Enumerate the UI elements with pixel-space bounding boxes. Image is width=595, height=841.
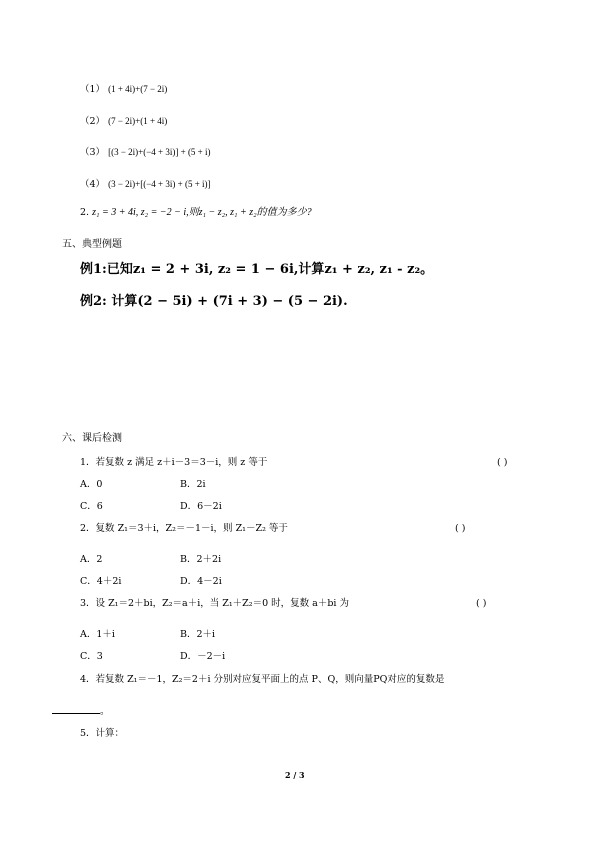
q2-stem: 2．复数 Z₁＝3＋i，Z₂＝－1－i，则 Z₁－Z₂ 等于 xyxy=(80,523,288,534)
section-6-title: 六、课后检测 xyxy=(62,433,122,444)
item-4-label: （4） xyxy=(80,179,106,190)
q2-answer-paren: ( ) xyxy=(455,523,466,534)
section-5-title: 五、典型例题 xyxy=(62,239,122,250)
q4-answer-line[interactable] xyxy=(52,704,110,718)
q4-blank[interactable] xyxy=(52,704,100,714)
q2-option-a: A．2 xyxy=(80,554,103,565)
item-3-expr: [(3 − 2i)+(−4 + 3i)] + (5 + i) xyxy=(108,147,211,157)
item-3-label: （3） xyxy=(80,147,106,158)
q3-answer-paren: ( ) xyxy=(476,598,487,609)
q1-option-b: B．2i xyxy=(180,479,206,490)
item-1-label: （1） xyxy=(80,84,106,95)
q2-option-b: B．2＋2i xyxy=(180,554,222,565)
q2-option-c: C．4＋2i xyxy=(80,576,122,587)
q5-stem: 5．计算： xyxy=(80,728,125,739)
question-2-num: 2. xyxy=(80,207,90,218)
q1-stem: 1．若复数 z 满足 z＋i－3＝3－i，则 z 等于 xyxy=(80,457,268,468)
q2-option-d: D．4－2i xyxy=(180,576,222,587)
page-number: 2 / 3 xyxy=(285,770,305,780)
q1-answer-paren: ( ) xyxy=(497,457,508,468)
example-1: 例1:已知z₁ = 2 + 3i, z₂ = 1 − 6i,计算z₁ + z₂, z₁ - z₂。 xyxy=(80,262,434,277)
q3-stem: 3．设 Z₁＝2＋bi，Z₂＝a＋i，当 Z₁＋Z₂＝0 时，复数 a＋bi 为 xyxy=(80,598,349,609)
item-1-expr: (1 + 4i)+(7 − 2i) xyxy=(108,84,168,94)
example-2: 例2: 计算(2 − 5i) + (7i + 3) − (5 − 2i). xyxy=(80,294,348,309)
item-4-expr: (3 − 2i)+[(−4 + 3i) + (5 + i)] xyxy=(108,179,211,189)
q3-option-a: A．1＋i xyxy=(80,629,115,640)
item-2-expr: (7 − 2i)+(1 + 4i) xyxy=(108,116,168,126)
q4-tail: 。 xyxy=(100,706,110,717)
item-2-label: （2） xyxy=(80,116,106,127)
question-2-text: z₁ = 3 + 4i, z₂ = −2 − i,则z₁ − z₂, z₁ + z₂的值为多少? xyxy=(92,207,312,218)
question-2 xyxy=(80,207,312,219)
item-4 xyxy=(80,178,211,191)
q1-option-d: D．6－2i xyxy=(180,501,222,512)
q3-option-c: C．3 xyxy=(80,651,103,662)
q3-option-b: B．2＋i xyxy=(180,629,216,640)
item-3 xyxy=(80,146,211,159)
item-2 xyxy=(80,115,167,128)
q4-stem: 4．若复数 Z₁＝－1，Z₂＝2＋i 分别对应复平面上的点 P、Q，则向量PQ对应的复数是 xyxy=(80,674,445,685)
item-1 xyxy=(80,83,167,96)
q1-option-c: C．6 xyxy=(80,501,103,512)
q1-option-a: A．0 xyxy=(80,479,103,490)
q3-option-d: D．－2－i xyxy=(180,651,226,662)
